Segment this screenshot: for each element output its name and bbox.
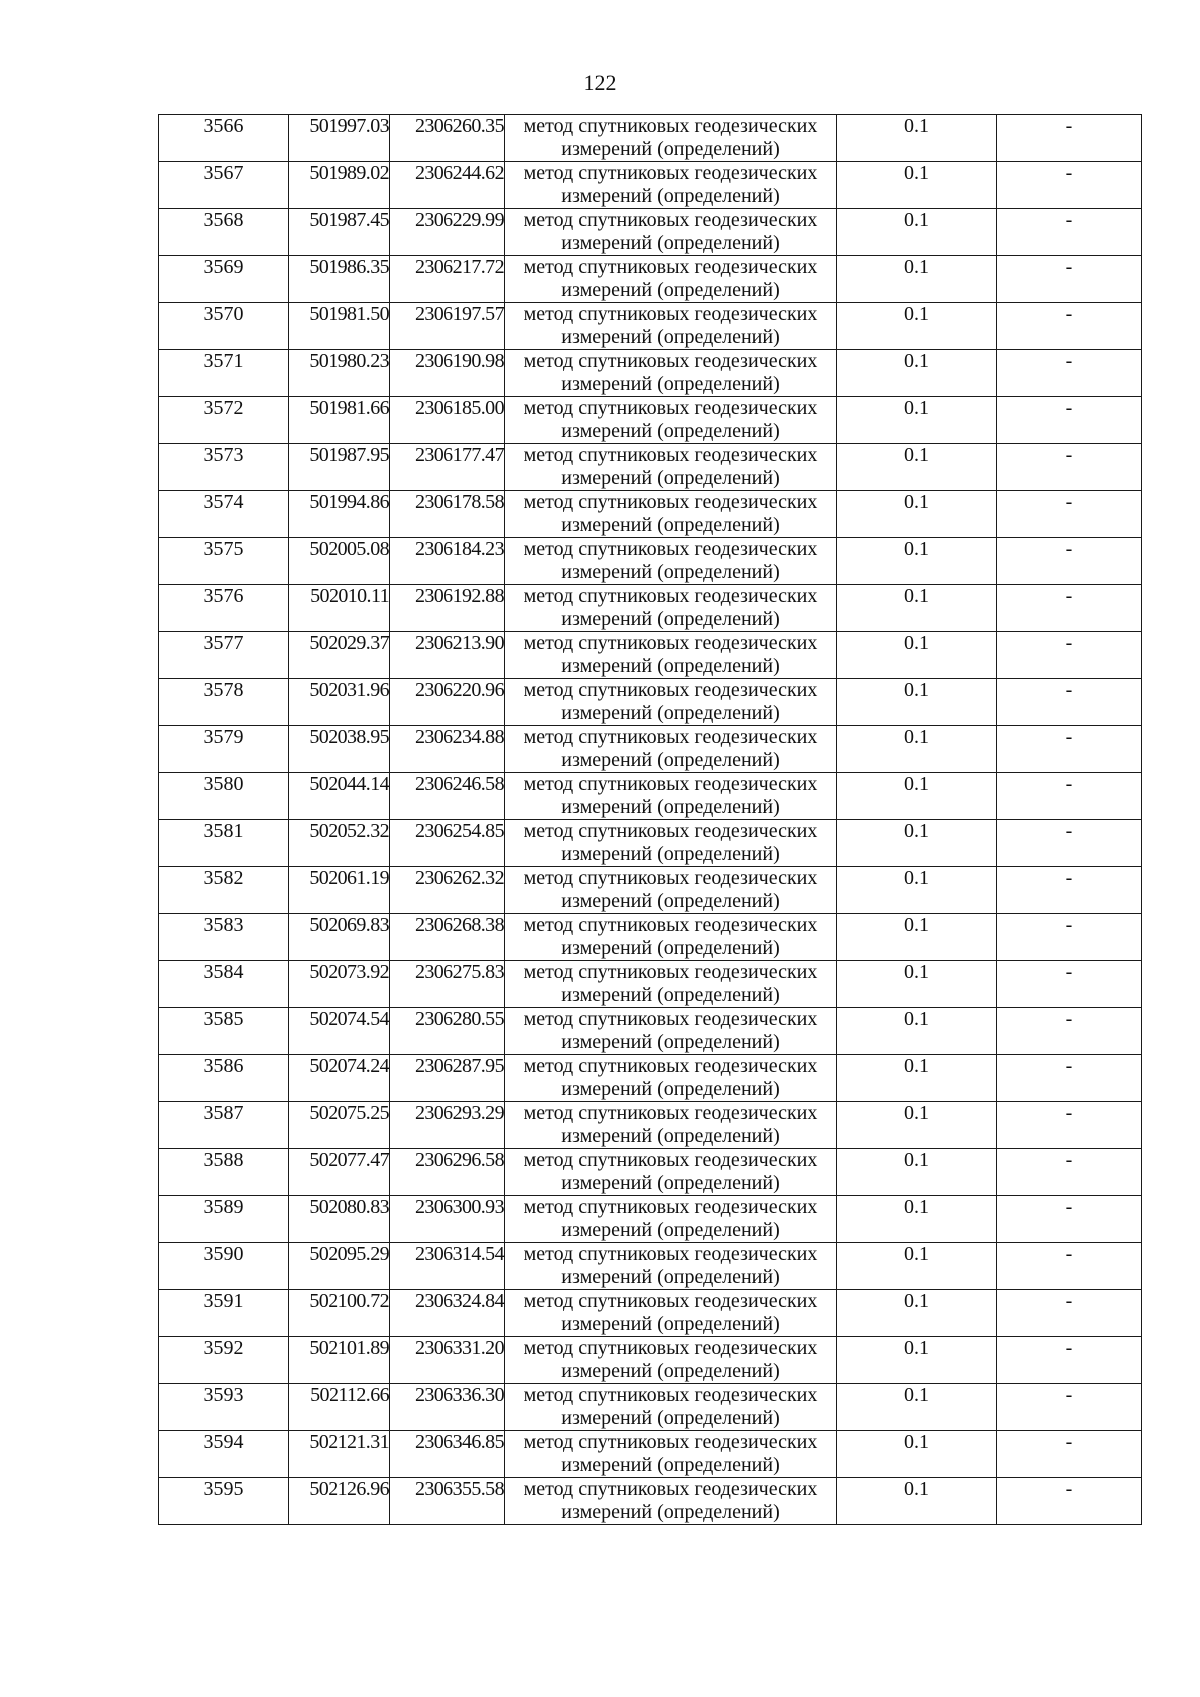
method-line-2: измерений (определений) xyxy=(561,420,780,442)
description-cell: - xyxy=(997,961,1142,1008)
coordinate-y-cell: 2306185.00 xyxy=(390,397,505,444)
method-line-2: измерений (определений) xyxy=(561,514,780,536)
coordinate-x-cell: 502044.14 xyxy=(289,773,390,820)
method-line-2: измерений (определений) xyxy=(561,1266,780,1288)
table-row xyxy=(159,914,1142,961)
method-line-1: метод спутниковых геодезических xyxy=(523,303,818,325)
point-number-cell: 3579 xyxy=(159,726,289,773)
coordinate-y-cell: 2306244.62 xyxy=(390,162,505,209)
method-line-1: метод спутниковых геодезических xyxy=(523,1149,818,1171)
table-row xyxy=(159,444,1142,491)
coordinate-x-cell: 502005.08 xyxy=(289,538,390,585)
method-line-1: метод спутниковых геодезических xyxy=(523,585,818,607)
description-cell: - xyxy=(997,538,1142,585)
point-number-cell: 3581 xyxy=(159,820,289,867)
coordinate-x-cell: 501987.95 xyxy=(289,444,390,491)
description-cell: - xyxy=(997,256,1142,303)
accuracy-cell: 0.1 xyxy=(837,1149,997,1196)
coordinate-y-cell: 2306324.84 xyxy=(390,1290,505,1337)
table-row xyxy=(159,1243,1142,1290)
coordinate-y-cell: 2306346.85 xyxy=(390,1431,505,1478)
accuracy-cell: 0.1 xyxy=(837,350,997,397)
description-cell: - xyxy=(997,491,1142,538)
table-row xyxy=(159,303,1142,350)
table-row xyxy=(159,1149,1142,1196)
method-line-1: метод спутниковых геодезических xyxy=(523,726,818,748)
method-line-1: метод спутниковых геодезических xyxy=(523,820,818,842)
method-line-1: метод спутниковых геодезических xyxy=(523,914,818,936)
method-line-2: измерений (определений) xyxy=(561,185,780,207)
coordinate-y-cell: 2306300.93 xyxy=(390,1196,505,1243)
method-line-2: измерений (определений) xyxy=(561,1219,780,1241)
method-cell xyxy=(505,303,837,350)
table-row xyxy=(159,1008,1142,1055)
method-line-2: измерений (определений) xyxy=(561,702,780,724)
accuracy-cell: 0.1 xyxy=(837,444,997,491)
coordinate-x-cell: 501994.86 xyxy=(289,491,390,538)
point-number-cell: 3592 xyxy=(159,1337,289,1384)
method-cell xyxy=(505,726,837,773)
table-row xyxy=(159,1055,1142,1102)
coordinate-y-cell: 2306234.88 xyxy=(390,726,505,773)
coordinate-x-cell: 501981.50 xyxy=(289,303,390,350)
method-cell xyxy=(505,256,837,303)
table-row xyxy=(159,350,1142,397)
accuracy-cell: 0.1 xyxy=(837,1102,997,1149)
accuracy-cell: 0.1 xyxy=(837,303,997,350)
method-line-2: измерений (определений) xyxy=(561,232,780,254)
accuracy-cell: 0.1 xyxy=(837,914,997,961)
coordinate-y-cell: 2306254.85 xyxy=(390,820,505,867)
point-number-cell: 3590 xyxy=(159,1243,289,1290)
method-cell xyxy=(505,632,837,679)
method-line-2: измерений (определений) xyxy=(561,843,780,865)
accuracy-cell: 0.1 xyxy=(837,1290,997,1337)
point-number-cell: 3591 xyxy=(159,1290,289,1337)
coordinate-y-cell: 2306314.54 xyxy=(390,1243,505,1290)
coordinate-x-cell: 501987.45 xyxy=(289,209,390,256)
method-cell xyxy=(505,1102,837,1149)
accuracy-cell: 0.1 xyxy=(837,162,997,209)
table-row xyxy=(159,256,1142,303)
method-cell xyxy=(505,491,837,538)
table-row xyxy=(159,209,1142,256)
accuracy-cell: 0.1 xyxy=(837,1337,997,1384)
method-line-2: измерений (определений) xyxy=(561,373,780,395)
description-cell: - xyxy=(997,162,1142,209)
description-cell: - xyxy=(997,209,1142,256)
method-cell xyxy=(505,679,837,726)
coordinate-y-cell: 2306296.58 xyxy=(390,1149,505,1196)
description-cell: - xyxy=(997,303,1142,350)
point-number-cell: 3585 xyxy=(159,1008,289,1055)
description-cell: - xyxy=(997,1337,1142,1384)
method-cell xyxy=(505,1008,837,1055)
accuracy-cell: 0.1 xyxy=(837,1055,997,1102)
coordinate-y-cell: 2306355.58 xyxy=(390,1478,505,1525)
method-line-2: измерений (определений) xyxy=(561,890,780,912)
description-cell: - xyxy=(997,914,1142,961)
method-line-2: измерений (определений) xyxy=(561,608,780,630)
coordinate-y-cell: 2306262.32 xyxy=(390,867,505,914)
description-cell: - xyxy=(997,1478,1142,1525)
method-line-1: метод спутниковых геодезических xyxy=(523,1431,818,1453)
point-number-cell: 3583 xyxy=(159,914,289,961)
description-cell: - xyxy=(997,1196,1142,1243)
coordinate-x-cell: 501986.35 xyxy=(289,256,390,303)
point-number-cell: 3582 xyxy=(159,867,289,914)
table-row xyxy=(159,1102,1142,1149)
method-line-2: измерений (определений) xyxy=(561,1031,780,1053)
description-cell: - xyxy=(997,444,1142,491)
accuracy-cell: 0.1 xyxy=(837,1431,997,1478)
method-line-2: измерений (определений) xyxy=(561,1078,780,1100)
method-cell xyxy=(505,350,837,397)
coordinate-y-cell: 2306280.55 xyxy=(390,1008,505,1055)
method-line-2: измерений (определений) xyxy=(561,561,780,583)
coordinate-y-cell: 2306213.90 xyxy=(390,632,505,679)
table-row xyxy=(159,961,1142,1008)
method-line-1: метод спутниковых геодезических xyxy=(523,867,818,889)
description-cell: - xyxy=(997,1149,1142,1196)
table-row xyxy=(159,538,1142,585)
accuracy-cell: 0.1 xyxy=(837,1196,997,1243)
coordinate-y-cell: 2306220.96 xyxy=(390,679,505,726)
coordinate-x-cell: 502031.96 xyxy=(289,679,390,726)
coordinate-x-cell: 502061.19 xyxy=(289,867,390,914)
coordinate-x-cell: 502112.66 xyxy=(289,1384,390,1431)
method-cell xyxy=(505,1055,837,1102)
method-cell xyxy=(505,209,837,256)
table-row xyxy=(159,1384,1142,1431)
method-line-1: метод спутниковых геодезических xyxy=(523,1008,818,1030)
accuracy-cell: 0.1 xyxy=(837,1384,997,1431)
description-cell: - xyxy=(997,773,1142,820)
description-cell: - xyxy=(997,726,1142,773)
description-cell: - xyxy=(997,585,1142,632)
accuracy-cell: 0.1 xyxy=(837,961,997,1008)
method-line-2: измерений (определений) xyxy=(561,1454,780,1476)
coordinate-x-cell: 502038.95 xyxy=(289,726,390,773)
point-number-cell: 3595 xyxy=(159,1478,289,1525)
accuracy-cell: 0.1 xyxy=(837,585,997,632)
coordinate-x-cell: 502075.25 xyxy=(289,1102,390,1149)
coordinate-x-cell: 502069.83 xyxy=(289,914,390,961)
method-line-1: метод спутниковых геодезических xyxy=(523,961,818,983)
point-number-cell: 3570 xyxy=(159,303,289,350)
method-cell xyxy=(505,115,837,162)
description-cell: - xyxy=(997,1431,1142,1478)
table-row xyxy=(159,632,1142,679)
coordinate-x-cell: 502077.47 xyxy=(289,1149,390,1196)
table-row xyxy=(159,1431,1142,1478)
point-number-cell: 3587 xyxy=(159,1102,289,1149)
table-row xyxy=(159,679,1142,726)
coordinate-x-cell: 501980.23 xyxy=(289,350,390,397)
method-line-2: измерений (определений) xyxy=(561,467,780,489)
description-cell: - xyxy=(997,115,1142,162)
method-line-1: метод спутниковых геодезических xyxy=(523,256,818,278)
accuracy-cell: 0.1 xyxy=(837,1008,997,1055)
method-cell xyxy=(505,1478,837,1525)
accuracy-cell: 0.1 xyxy=(837,1478,997,1525)
accuracy-cell: 0.1 xyxy=(837,820,997,867)
point-number-cell: 3574 xyxy=(159,491,289,538)
method-cell xyxy=(505,1337,837,1384)
method-line-2: измерений (определений) xyxy=(561,1407,780,1429)
table-row xyxy=(159,585,1142,632)
method-cell xyxy=(505,914,837,961)
point-number-cell: 3586 xyxy=(159,1055,289,1102)
method-line-1: метод спутниковых геодезических xyxy=(523,1196,818,1218)
method-line-1: метод спутниковых геодезических xyxy=(523,397,818,419)
coordinate-y-cell: 2306190.98 xyxy=(390,350,505,397)
method-line-1: метод спутниковых геодезических xyxy=(523,1290,818,1312)
coordinate-x-cell: 502101.89 xyxy=(289,1337,390,1384)
accuracy-cell: 0.1 xyxy=(837,679,997,726)
method-cell xyxy=(505,820,837,867)
method-line-1: метод спутниковых геодезических xyxy=(523,1337,818,1359)
coordinate-y-cell: 2306331.20 xyxy=(390,1337,505,1384)
point-number-cell: 3584 xyxy=(159,961,289,1008)
method-cell xyxy=(505,1243,837,1290)
coordinate-x-cell: 502095.29 xyxy=(289,1243,390,1290)
description-cell: - xyxy=(997,397,1142,444)
coordinate-y-cell: 2306184.23 xyxy=(390,538,505,585)
accuracy-cell: 0.1 xyxy=(837,209,997,256)
accuracy-cell: 0.1 xyxy=(837,726,997,773)
method-line-2: измерений (определений) xyxy=(561,749,780,771)
coordinate-x-cell: 502080.83 xyxy=(289,1196,390,1243)
method-line-1: метод спутниковых геодезических xyxy=(523,209,818,231)
accuracy-cell: 0.1 xyxy=(837,491,997,538)
point-number-cell: 3576 xyxy=(159,585,289,632)
method-cell xyxy=(505,538,837,585)
table-row xyxy=(159,115,1142,162)
accuracy-cell: 0.1 xyxy=(837,632,997,679)
coordinate-x-cell: 501981.66 xyxy=(289,397,390,444)
point-number-cell: 3572 xyxy=(159,397,289,444)
method-cell xyxy=(505,444,837,491)
method-cell xyxy=(505,162,837,209)
point-number-cell: 3593 xyxy=(159,1384,289,1431)
coordinate-x-cell: 502126.96 xyxy=(289,1478,390,1525)
coordinate-y-cell: 2306287.95 xyxy=(390,1055,505,1102)
method-line-1: метод спутниковых геодезических xyxy=(523,773,818,795)
coordinate-x-cell: 502073.92 xyxy=(289,961,390,1008)
method-cell xyxy=(505,397,837,444)
accuracy-cell: 0.1 xyxy=(837,256,997,303)
coordinate-x-cell: 502052.32 xyxy=(289,820,390,867)
coordinate-y-cell: 2306293.29 xyxy=(390,1102,505,1149)
point-number-cell: 3575 xyxy=(159,538,289,585)
description-cell: - xyxy=(997,632,1142,679)
coordinate-x-cell: 501989.02 xyxy=(289,162,390,209)
accuracy-cell: 0.1 xyxy=(837,115,997,162)
point-number-cell: 3580 xyxy=(159,773,289,820)
method-line-2: измерений (определений) xyxy=(561,984,780,1006)
point-number-cell: 3569 xyxy=(159,256,289,303)
description-cell: - xyxy=(997,867,1142,914)
coordinate-y-cell: 2306178.58 xyxy=(390,491,505,538)
table-row xyxy=(159,726,1142,773)
accuracy-cell: 0.1 xyxy=(837,538,997,585)
coordinate-x-cell: 501997.03 xyxy=(289,115,390,162)
coordinate-y-cell: 2306260.35 xyxy=(390,115,505,162)
method-cell xyxy=(505,1431,837,1478)
coordinate-x-cell: 502074.54 xyxy=(289,1008,390,1055)
table-row xyxy=(159,1196,1142,1243)
point-number-cell: 3571 xyxy=(159,350,289,397)
description-cell: - xyxy=(997,1290,1142,1337)
point-number-cell: 3588 xyxy=(159,1149,289,1196)
coordinate-y-cell: 2306268.38 xyxy=(390,914,505,961)
point-number-cell: 3577 xyxy=(159,632,289,679)
method-line-2: измерений (определений) xyxy=(561,326,780,348)
accuracy-cell: 0.1 xyxy=(837,397,997,444)
method-cell xyxy=(505,773,837,820)
accuracy-cell: 0.1 xyxy=(837,867,997,914)
coordinate-x-cell: 502121.31 xyxy=(289,1431,390,1478)
point-number-cell: 3594 xyxy=(159,1431,289,1478)
description-cell: - xyxy=(997,1243,1142,1290)
method-line-2: измерений (определений) xyxy=(561,1125,780,1147)
coordinate-y-cell: 2306192.88 xyxy=(390,585,505,632)
accuracy-cell: 0.1 xyxy=(837,1243,997,1290)
coordinate-x-cell: 502074.24 xyxy=(289,1055,390,1102)
description-cell: - xyxy=(997,679,1142,726)
accuracy-cell: 0.1 xyxy=(837,773,997,820)
method-line-2: измерений (определений) xyxy=(561,937,780,959)
point-number-cell: 3567 xyxy=(159,162,289,209)
table-row xyxy=(159,1478,1142,1525)
method-line-1: метод спутниковых геодезических xyxy=(523,1055,818,1077)
description-cell: - xyxy=(997,1008,1142,1055)
table-row xyxy=(159,773,1142,820)
coordinate-y-cell: 2306177.47 xyxy=(390,444,505,491)
table-row xyxy=(159,1337,1142,1384)
coordinate-y-cell: 2306246.58 xyxy=(390,773,505,820)
description-cell: - xyxy=(997,350,1142,397)
coordinates-table xyxy=(158,114,1142,1525)
method-cell xyxy=(505,867,837,914)
method-line-2: измерений (определений) xyxy=(561,655,780,677)
description-cell: - xyxy=(997,1055,1142,1102)
point-number-cell: 3589 xyxy=(159,1196,289,1243)
table-row xyxy=(159,867,1142,914)
coordinate-x-cell: 502010.11 xyxy=(289,585,390,632)
coordinate-y-cell: 2306275.83 xyxy=(390,961,505,1008)
method-line-1: метод спутниковых геодезических xyxy=(523,444,818,466)
point-number-cell: 3578 xyxy=(159,679,289,726)
page-number: 122 xyxy=(583,70,617,95)
method-line-1: метод спутниковых геодезических xyxy=(523,1102,818,1124)
table-row xyxy=(159,820,1142,867)
coordinate-y-cell: 2306217.72 xyxy=(390,256,505,303)
table-row xyxy=(159,491,1142,538)
coordinates-table-body xyxy=(159,115,1142,1525)
description-cell: - xyxy=(997,1384,1142,1431)
coordinate-x-cell: 502100.72 xyxy=(289,1290,390,1337)
method-cell xyxy=(505,585,837,632)
method-line-2: измерений (определений) xyxy=(561,1172,780,1194)
method-line-2: измерений (определений) xyxy=(561,1360,780,1382)
coordinate-y-cell: 2306229.99 xyxy=(390,209,505,256)
method-line-1: метод спутниковых геодезических xyxy=(523,1478,818,1500)
method-line-1: метод спутниковых геодезических xyxy=(523,1384,818,1406)
method-cell xyxy=(505,1196,837,1243)
method-line-2: измерений (определений) xyxy=(561,1313,780,1335)
table-row xyxy=(159,397,1142,444)
method-line-1: метод спутниковых геодезических xyxy=(523,350,818,372)
point-number-cell: 3566 xyxy=(159,115,289,162)
coordinate-y-cell: 2306197.57 xyxy=(390,303,505,350)
table-row xyxy=(159,1290,1142,1337)
coordinate-y-cell: 2306336.30 xyxy=(390,1384,505,1431)
method-line-2: измерений (определений) xyxy=(561,279,780,301)
method-line-1: метод спутниковых геодезических xyxy=(523,538,818,560)
method-line-1: метод спутниковых геодезических xyxy=(523,632,818,654)
method-line-1: метод спутниковых геодезических xyxy=(523,1243,818,1265)
point-number-cell: 3568 xyxy=(159,209,289,256)
method-cell xyxy=(505,1290,837,1337)
coordinate-x-cell: 502029.37 xyxy=(289,632,390,679)
method-cell xyxy=(505,1149,837,1196)
method-line-1: метод спутниковых геодезических xyxy=(523,115,818,137)
method-line-2: измерений (определений) xyxy=(561,138,780,160)
table-row xyxy=(159,162,1142,209)
method-cell xyxy=(505,961,837,1008)
method-line-1: метод спутниковых геодезических xyxy=(523,491,818,513)
point-number-cell: 3573 xyxy=(159,444,289,491)
method-line-2: измерений (определений) xyxy=(561,1501,780,1523)
method-line-1: метод спутниковых геодезических xyxy=(523,679,818,701)
description-cell: - xyxy=(997,820,1142,867)
description-cell: - xyxy=(997,1102,1142,1149)
method-cell xyxy=(505,1384,837,1431)
method-line-2: измерений (определений) xyxy=(561,796,780,818)
method-line-1: метод спутниковых геодезических xyxy=(523,162,818,184)
